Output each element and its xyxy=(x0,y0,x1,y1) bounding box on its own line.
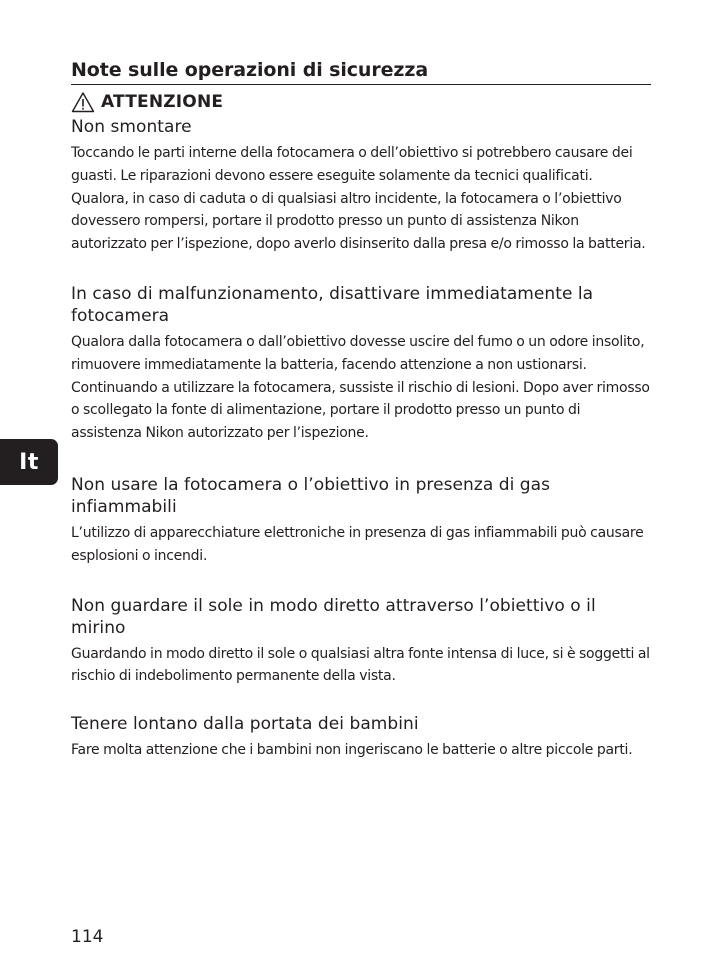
warning-label: ATTENZIONE xyxy=(101,92,224,112)
section-flammable-gas xyxy=(71,474,651,568)
page-title: Note sulle operazioni di sicurezza xyxy=(71,58,651,85)
section-body: Guardando in modo diretto il sole o qualsiasi altra fonte intensa di luce, si è soggetti al rischio di indebolimento permanente della vista. xyxy=(71,645,650,685)
section-sun xyxy=(71,595,651,689)
section-heading: Non usare la fotocamera o l’obiettivo in presenza di gas infiammabili xyxy=(71,474,551,517)
warning-header xyxy=(71,90,223,114)
page-number: 114 xyxy=(71,927,104,947)
warning-triangle-icon xyxy=(71,91,95,113)
section-heading: Tenere lontano dalla portata dei bambini xyxy=(71,714,419,735)
section-body: L’utilizzo di apparecchiature elettroniche in presenza di gas infiammabili può causare esplosioni o incendi. xyxy=(71,524,644,564)
language-tab: It xyxy=(0,439,58,485)
section-do-not-disassemble xyxy=(71,116,651,256)
section-body: Toccando le parti interne della fotocamera o dell’obiettivo si potrebbero causare dei guasti. Le riparazioni devono essere eseguite solamente da tecnici qualificati. Qualora, in caso di caduta o di qualsiasi altro incidente, la fotocamera o l’obiettivo dovessero rompersi, portare il prodotto presso un punto di assistenza Nikon autorizzato per l’ispezione, dopo averlo disinserito dalla presa e/o rimosso la batteria. xyxy=(71,145,646,253)
safety-notes-content xyxy=(71,116,651,762)
section-heading: Non smontare xyxy=(71,117,192,137)
section-malfunction xyxy=(71,283,651,445)
section-body: Qualora dalla fotocamera o dall’obiettivo dovesse uscire del fumo o un odore insolito, rimuovere immediatamente la batteria, facendo attenzione a non ustionarsi. Continuando a utilizzare la fotocamera, sussiste il rischio di lesioni. Dopo aver rimosso o scollegato la fonte di alimentazione, portare il prodotto presso un punto di assistenza Nikon autorizzato per l’ispezione. xyxy=(71,333,650,442)
section-body: Fare molta attenzione che i bambini non ingeriscano le batterie o altre piccole parti. xyxy=(71,742,633,759)
section-children xyxy=(71,713,651,762)
section-heading: In caso di malfunzionamento, disattivare immediatamente la fotocamera xyxy=(71,283,594,326)
section-heading: Non guardare il sole in modo diretto attraverso l’obiettivo o il mirino xyxy=(71,595,596,638)
